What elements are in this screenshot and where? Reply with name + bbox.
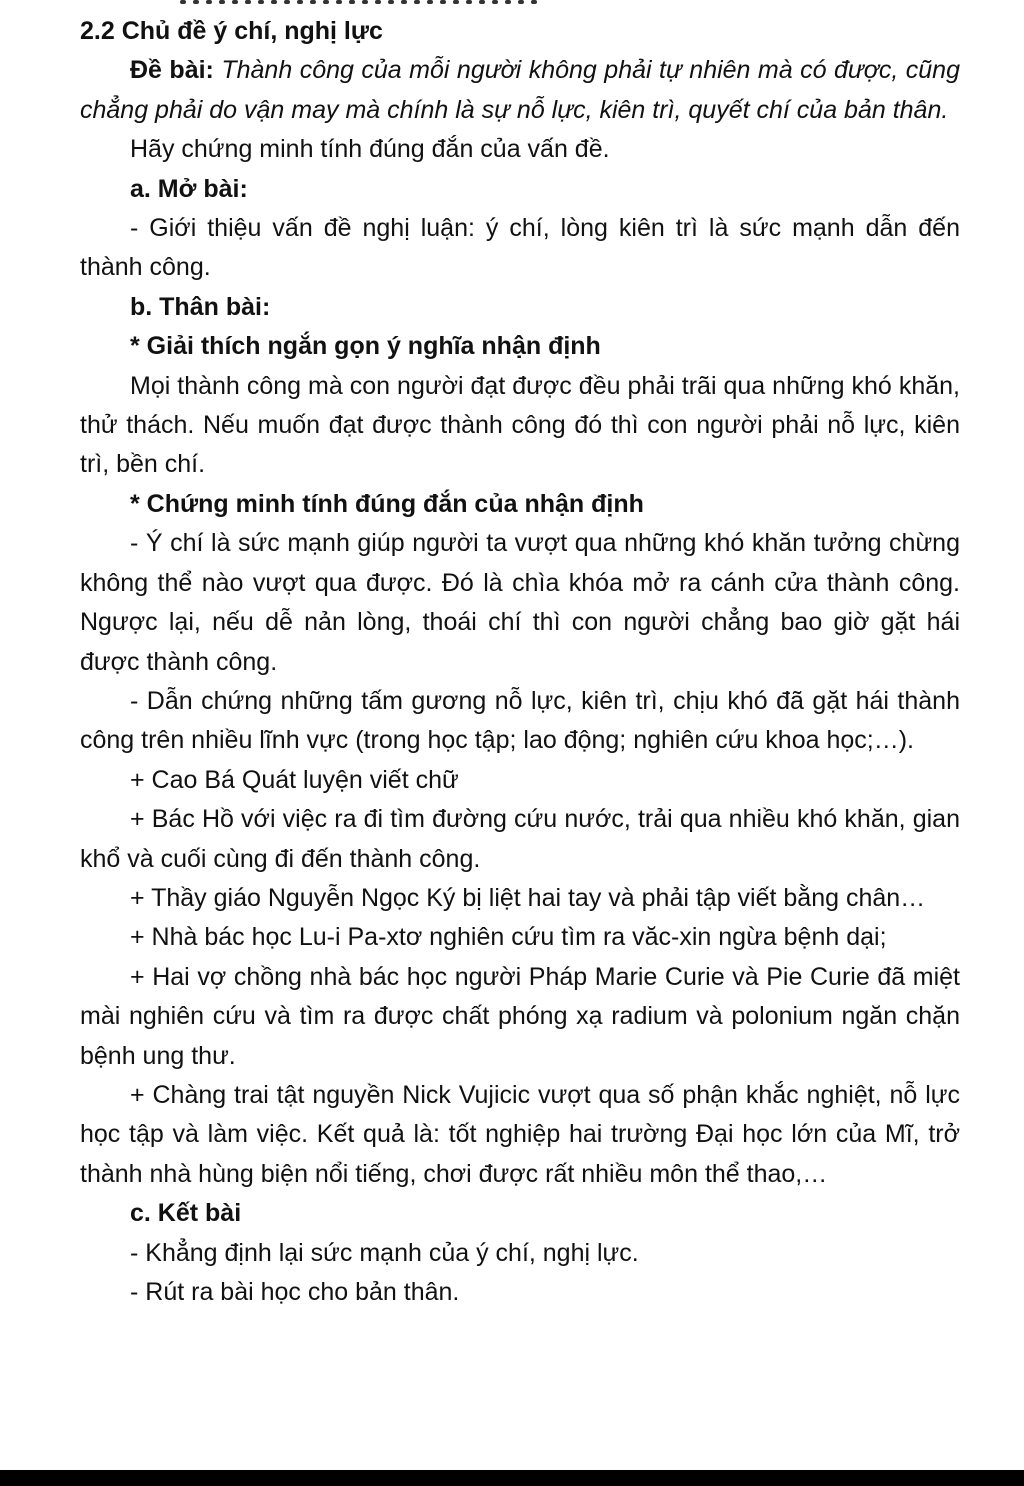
example-item: + Chàng trai tật nguyền Nick Vujicic vượt qua số phận khắc nghiệt, nỗ lực học tập và làm việc. Kết quả là: tốt nghiệp hai trường Đại học lớn của Mĩ, trở thành nhà hùng biện nổi tiếng, chơi được rất nhiều môn thể thao,…	[80, 1080, 960, 1188]
task-line: Hãy chứng minh tính đúng đắn của vấn đề.	[130, 135, 610, 164]
cropped-top-line	[180, 0, 550, 6]
chung-minh-heading: * Chứng minh tính đúng đắn của nhận định	[130, 489, 644, 518]
bottom-black-bar	[0, 1470, 1024, 1486]
ket-bai-heading: c. Kết bài	[130, 1199, 242, 1228]
section-title: 2.2 Chủ đề ý chí, nghị lực	[80, 17, 383, 45]
chung-minh-paragraph-2: - Dẫn chứng những tấm gương nỗ lực, kiên trì, chịu khó đã gặt hái thành công trên nhiều lĩnh vực (trong học tập; lao động; nghiên cứu khoa học;…).	[80, 686, 960, 755]
example-item: + Bác Hồ với việc ra đi tìm đường cứu nước, trải qua nhiều khó khăn, gian khổ và cuối cùng đi đến thành công.	[80, 805, 960, 873]
ket-bai-item: - Khẳng định lại sức mạnh của ý chí, nghị lực.	[130, 1238, 639, 1267]
than-bai-heading: b. Thân bài:	[130, 292, 271, 321]
chung-minh-paragraph-1: - Ý chí là sức mạnh giúp người ta vượt qua những khó khăn tưởng chừng không thể nào vượt qua được. Đó là chìa khóa mở ra cánh cửa thành công. Ngược lại, nếu dễ nản lòng, thoái chí thì con người chẳng bao giờ gặt hái được thành công.	[80, 529, 960, 676]
example-item: + Cao Bá Quát luyện viết chữ	[130, 765, 459, 794]
de-bai-label: Đề bài:	[130, 56, 214, 85]
de-bai-paragraph	[80, 51, 960, 130]
example-item: + Hai vợ chồng nhà bác học người Pháp Marie Curie và Pie Curie đã miệt mài nghiên cứu và tìm ra được chất phóng xạ radium và polonium ngăn chặn bệnh ung thư.	[80, 962, 960, 1070]
ket-bai-item: - Rút ra bài học cho bản thân.	[130, 1278, 460, 1306]
de-bai-text: Thành công của mỗi người không phải tự nhiên mà có được, cũng chẳng phải do vận may mà chính là sự nỗ lực, kiên trì, quyết chí của bản thân.	[80, 56, 960, 124]
example-item: + Nhà bác học Lu-i Pa-xtơ nghiên cứu tìm ra văc-xin ngừa bệnh dại;	[130, 923, 887, 952]
example-item: + Thầy giáo Nguyễn Ngọc Ký bị liệt hai tay và phải tập viết bằng chân…	[130, 883, 926, 912]
mo-bai-text: - Giới thiệu vấn đề nghị luận: ý chí, lòng kiên trì là sức mạnh dẫn đến thành công.	[80, 214, 960, 282]
document-page	[80, 12, 960, 1312]
mo-bai-heading: a. Mở bài:	[130, 174, 248, 203]
giai-thich-heading: * Giải thích ngắn gọn ý nghĩa nhận định	[130, 332, 601, 361]
giai-thich-text: Mọi thành công mà con người đạt được đều phải trãi qua những khó khăn, thử thách. Nếu muốn đạt được thành công đó thì con người phải nỗ lực, kiên trì, bền chí.	[80, 371, 960, 479]
